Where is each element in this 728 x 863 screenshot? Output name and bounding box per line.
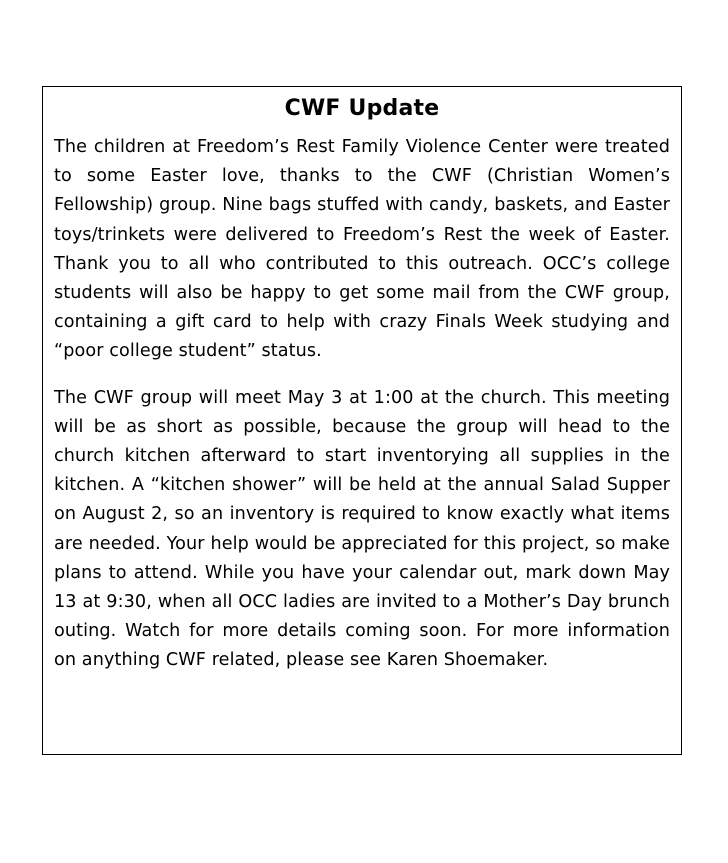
paragraph-meeting-details: The CWF group will meet May 3 at 1:00 at the church. This meeting will be as short as possible, because the group will head to the church kitchen afterward to start inventorying all supplies in the kitchen. A “kitchen shower” will be held at the annual Salad Supper on August 2, so an inventory is required to know exactly what items are needed. Your help would be appreciated for this project, so make plans to attend. While you have your calendar out, mark down May 13 at 9:30, when all OCC ladies are invited to a Mother’s Day brunch outing. Watch for more details coming soon. For more information on anything CWF related, please see Karen Shoemaker.: [54, 387, 670, 671]
article-title: CWF Update: [284, 96, 440, 121]
cwf-update-box: [42, 86, 682, 755]
paragraph-easter-outreach: The children at Freedom’s Rest Family Violence Center were treated to some Easter love, thanks to the CWF (Christian Women’s Fellowship) group. Nine bags stuffed with candy, baskets, and Easter toys/trinkets were delivered to Freedom’s Rest the week of Easter. Thank you to all who contributed to this outreach. OCC’s college students will also be happy to get some mail from the CWF group, containing a gift card to help with crazy Finals Week studying and “poor college student” status.: [54, 137, 670, 362]
